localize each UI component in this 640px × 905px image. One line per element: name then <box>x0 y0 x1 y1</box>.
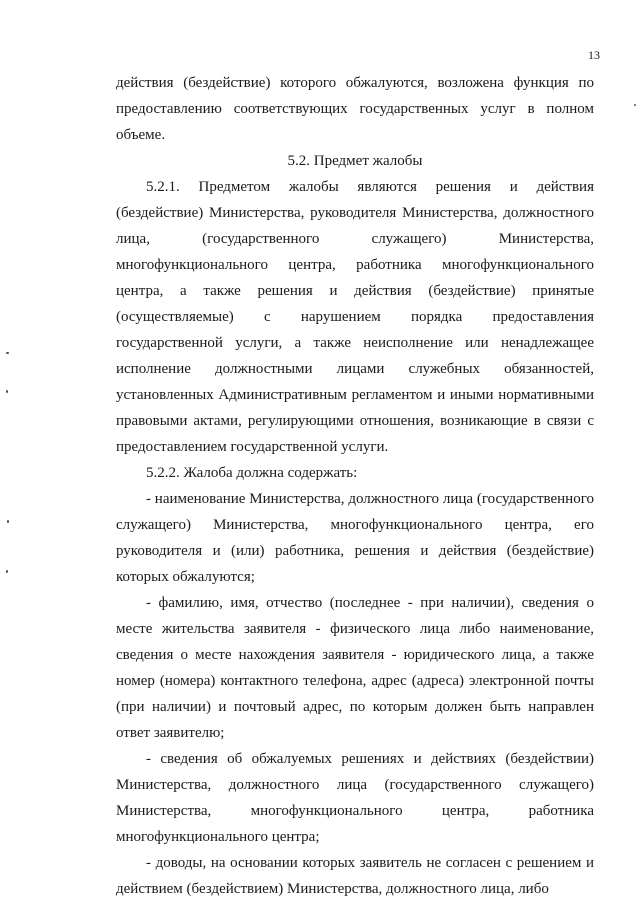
paragraph: - фамилию, имя, отчество (последнее - при наличии), сведения о месте жительства заявителя - физического лица либо наименование, сведения о месте нахождения заявителя - юридического лица, а также номер (номера) контактного телефона, адрес (адреса) электронной почты (при наличии) и почтовый адрес, по которым должен быть направлен ответ заявителю; <box>116 595 594 741</box>
section-heading: 5.2. Предмет жалобы <box>287 153 423 169</box>
scan-speck <box>634 104 636 106</box>
paragraph: 5.2.2. Жалоба должна содержать: <box>146 465 358 481</box>
scan-speck <box>6 352 9 354</box>
scan-speck <box>6 570 8 573</box>
paragraph: - наименование Министерства, должностного лица (государственного служащего) Министерства, многофункционального центра, его руководителя и (или) работника, решения и действия (бездействие) которых обжалуются; <box>116 491 594 585</box>
scan-speck <box>6 390 8 393</box>
paragraph: - доводы, на основании которых заявитель не согласен с решением и действием (бездействием) Министерства, должностного лица, либо <box>116 855 594 897</box>
paragraph: - сведения об обжалуемых решениях и действиях (бездействии) Министерства, должностного лица (государственного служащего) Министерства, многофункционального центра, работника многофункционального центра; <box>116 751 594 845</box>
scan-speck <box>7 520 9 523</box>
document-body <box>116 70 594 902</box>
paragraph: действия (бездействие) которого обжалуются, возложена функция по предоставлению соответствующих государственных услуг в полном объеме. <box>116 75 594 143</box>
paragraph: 5.2.1. Предметом жалобы являются решения и действия (бездействие) Министерства, руководителя Министерства, должностного лица, (государственного служащего) Министерства, многофункционального центра, работника многофункционального центра, а также решения и действия (бездействие) принятые (осуществляемые) с нарушением порядка предоставления государственной услуги, а также неисполнение или ненадлежащее исполнение должностными лицами служебных обязанностей, установленных Административным регламентом и иными нормативными правовыми актами, регулирующими отношения, возникающие в связи с предоставлением государственной услуги. <box>116 179 594 455</box>
page-number: 13 <box>588 48 600 62</box>
